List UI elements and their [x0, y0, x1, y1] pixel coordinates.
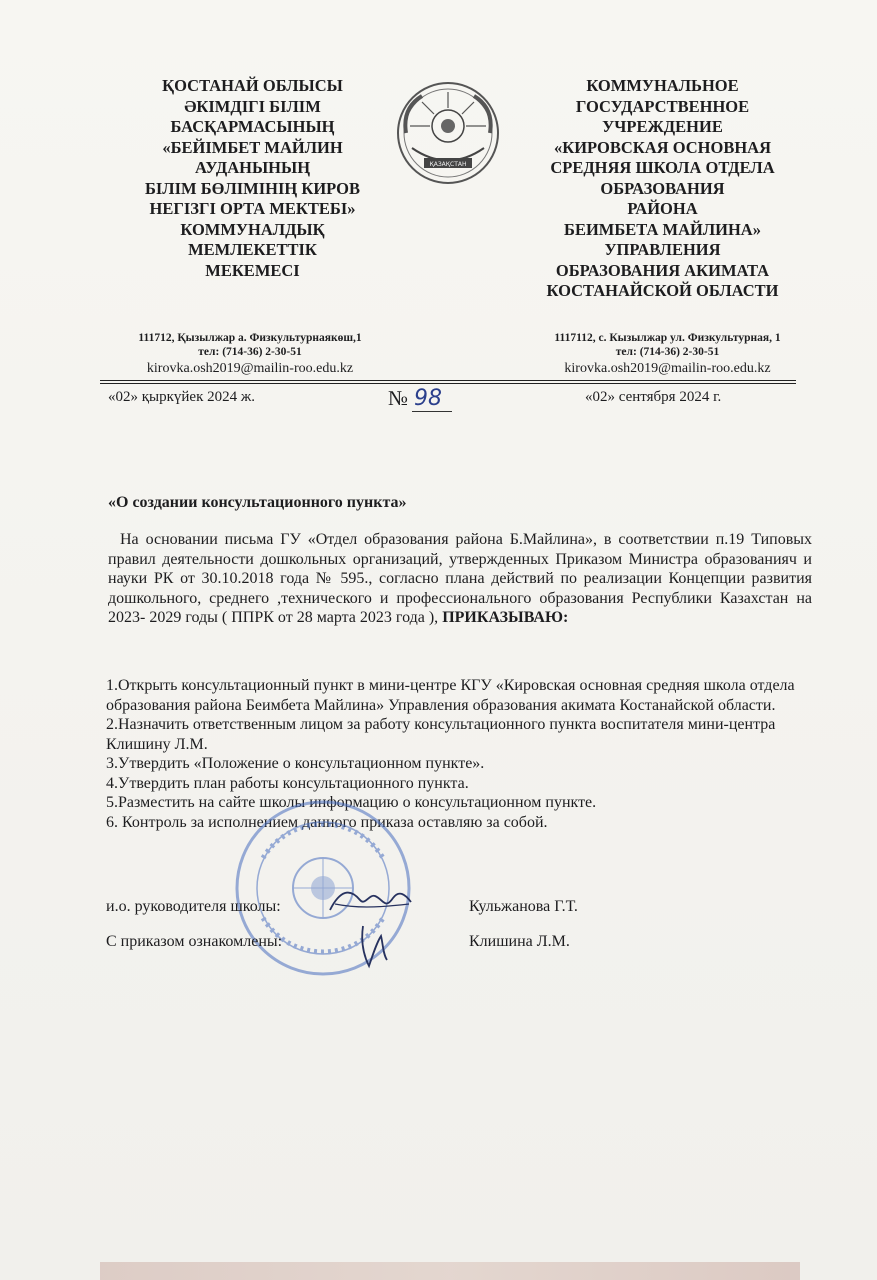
header-left-line: «БЕЙІМБЕТ МАЙЛИН	[162, 137, 343, 157]
header-left-line: НЕГІЗГІ ОРТА МЕКТЕБІ»	[149, 199, 356, 218]
header-left-line: АУДАНЫНЫҢ	[194, 158, 311, 177]
list-item: 5.Разместить на сайте школы информацию о консультационном пункте.	[106, 794, 597, 811]
list-item: 4.Утвердить план работы консультационного пункта.	[106, 774, 469, 792]
address-kazakh	[105, 331, 395, 378]
address-line: 1117112, с. Кызылжар ул. Физкультурная, 1	[554, 332, 781, 344]
email-line: kirovka.osh2019@mailin-roo.edu.kz	[146, 361, 354, 376]
header-right-line: СРЕДНЯЯ ШКОЛА ОТДЕЛА	[550, 158, 775, 177]
order-items	[106, 676, 821, 832]
header-left-line: ӘКІМДІГІ БІЛІМ	[184, 96, 321, 116]
ack-label: С приказом ознакомлены:	[106, 933, 283, 950]
email-line: kirovka.osh2019@mailin-roo.edu.kz	[564, 361, 771, 376]
address-line: 111712, Қызылжар а. Физкультурнаякөш,1	[138, 332, 362, 344]
ack-signature-icon	[355, 918, 395, 970]
list-item: 2.Назначить ответственным лицом за работу консультационного пункта воспитателя мини-центра Клишину Л.М.	[106, 716, 776, 753]
head-signature-icon	[325, 880, 415, 920]
header-russian-block	[520, 76, 805, 302]
date-russian: «02» сентября 2024 г.	[585, 389, 722, 405]
ack-name: Клишина Л.М.	[469, 933, 570, 950]
header-kazakh-block	[125, 76, 380, 281]
order-preamble	[108, 530, 812, 628]
list-item: 3.Утвердить «Положение о консультационном пункте».	[106, 755, 485, 772]
header-left-line: МЕМЛЕКЕТТІК	[188, 240, 317, 259]
list-item: 6. Контроль за исполнением данного приказа оставляю за собой.	[106, 813, 548, 831]
list-item: 1.Открыть консультационный пункт в мини-центре КГУ «Кировская основная средняя школа отдела образования района Беимбета Майлина» Управления образования акимата Костанайской области.	[106, 677, 795, 714]
order-number	[388, 385, 452, 411]
header-divider	[100, 383, 796, 384]
svg-text:ҚАЗАҚСТАН: ҚАЗАҚСТАН	[429, 161, 467, 168]
header-right-line: КОММУНАЛЬНОЕ	[586, 76, 739, 95]
header-left-line: БАСҚАРМАСЫНЫҢ	[170, 117, 335, 136]
header-divider	[100, 380, 796, 381]
header-right-line: ГОСУДАРСТВЕННОЕ	[575, 96, 750, 116]
header-right-line: РАЙОНА	[627, 199, 698, 218]
header-right-line: УЧРЕЖДЕНИЕ	[602, 117, 723, 136]
order-number-value: 98	[412, 386, 452, 412]
date-kazakh: «02» қыркүйек 2024 ж.	[108, 389, 255, 405]
header-left-line: МЕКЕМЕСІ	[205, 260, 300, 280]
phone-line: тел: (714-36) 2-30-51	[615, 346, 720, 358]
header-left-line: ҚОСТАНАЙ ОБЛЫСЫ	[162, 76, 343, 95]
phone-line: тел: (714-36) 2-30-51	[198, 346, 302, 358]
head-signature-label: и.о. руководителя школы:	[106, 898, 281, 915]
header-right-line: УПРАВЛЕНИЯ	[604, 240, 721, 259]
number-sign: №	[388, 386, 409, 410]
order-title: «О создании консультационного пункта»	[108, 494, 407, 511]
header-right-line: ОБРАЗОВАНИЯ АКИМАТА	[555, 260, 770, 280]
header-left-line: КОММУНАЛДЫҚ	[180, 219, 325, 239]
header-right-line: КОСТАНАЙСКОЙ ОБЛАСТИ	[546, 281, 779, 300]
kazakhstan-emblem-icon	[392, 78, 504, 188]
header-right-line: БЕИМБЕТА МАЙЛИНА»	[564, 219, 761, 239]
head-signature-name: Кульжанова Г.Т.	[469, 898, 578, 915]
preamble-command: ПРИКАЗЫВАЮ:	[442, 609, 569, 626]
header-right-line: «КИРОВСКАЯ ОСНОВНАЯ	[554, 137, 771, 157]
preamble-text: На основании письма ГУ «Отдел образования района Б.Майлина», в соответствии п.19 Типовых правил деятельности дошкольных организаций, утвержденных Приказом Министра образованияч и науки РК от 30.10.2018 года № 595., согласно плана действий по реализации Концепции развития дошкольного, среднего ,технического и профессионального образования Республики Казахстан на 2023- 2029 годы ( ППРК от 28 марта 2023 года ),	[108, 531, 812, 626]
address-russian	[520, 331, 815, 378]
paper-edge	[100, 1262, 800, 1280]
header-left-line: БІЛІМ БӨЛІМІНІҢ КИРОВ	[144, 178, 361, 198]
header-right-line: ОБРАЗОВАНИЯ	[600, 178, 725, 198]
